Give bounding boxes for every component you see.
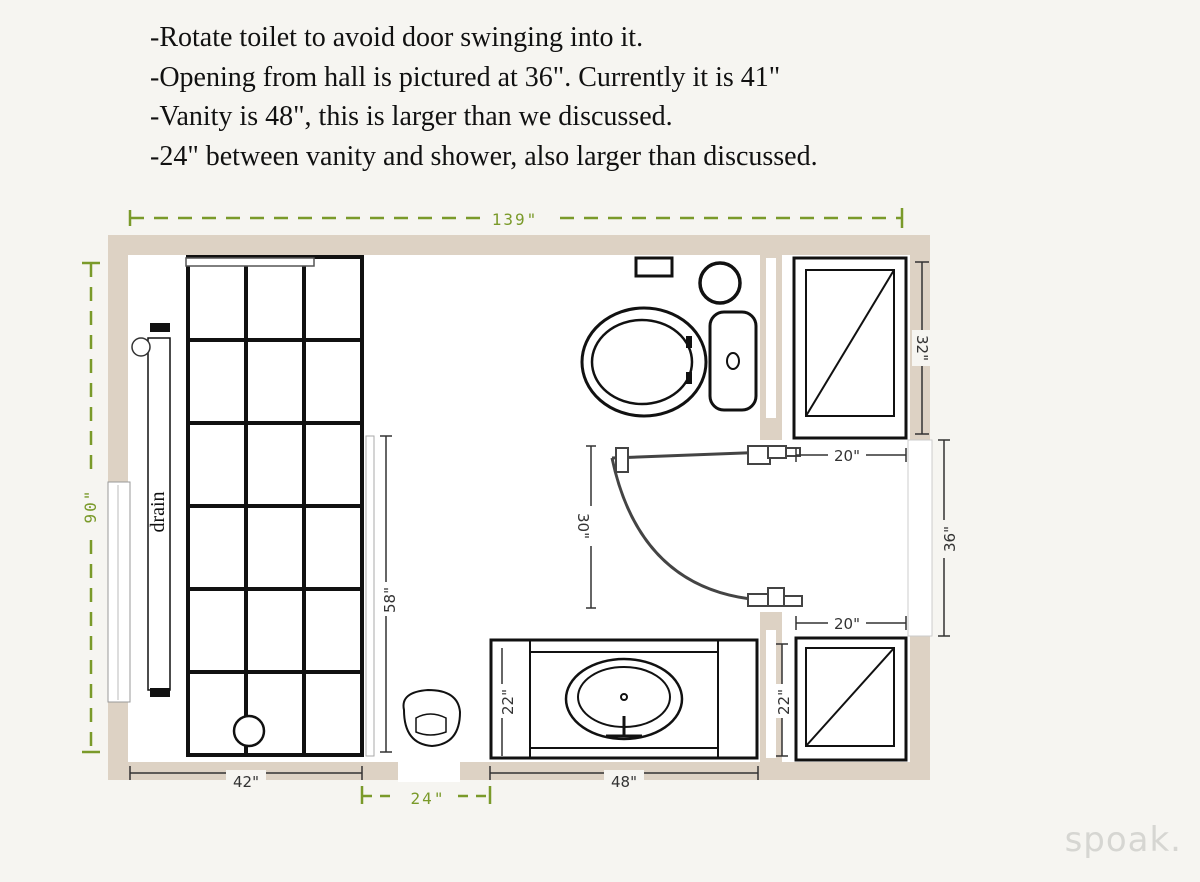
bottom-wall-gap (398, 760, 460, 782)
toilet-paper-holder (636, 258, 672, 276)
hall-opening (908, 440, 932, 636)
trash-bin (700, 263, 740, 303)
note-3: -Vanity is 48", this is larger than we discussed. (150, 101, 673, 132)
dim-vanity-width: 48" (611, 773, 637, 791)
closet-top (794, 258, 906, 438)
dim-overall-width: 139" (491, 210, 539, 229)
dim-overall-depth: 90" (81, 488, 100, 524)
dim-wall-top: 20" (834, 447, 860, 465)
note-2: -Opening from hall is pictured at 36". Currently it is 41" (150, 61, 781, 93)
towel-bar (186, 258, 314, 266)
note-1: -Rotate toilet to avoid door swinging into it. (150, 22, 644, 53)
dim-shower-glass: 58" (381, 587, 399, 613)
shower-drain (234, 716, 264, 746)
spoak-logo: spoak. (1064, 820, 1182, 860)
shower-glass (366, 436, 374, 756)
drain-label: drain (147, 491, 169, 533)
dim-vanity-depth: 22" (499, 689, 517, 715)
dim-door-swing: 30" (574, 513, 592, 539)
note-4: -24" between vanity and shower, also larger than discussed. (150, 140, 818, 172)
closet-bottom (796, 638, 906, 760)
dim-vanity-gap: 24" (410, 789, 446, 808)
dim-hall-opening: 36" (941, 526, 959, 552)
dim-wall-bottom: 20" (834, 615, 860, 633)
vanity (491, 640, 757, 758)
shower-valve (132, 338, 150, 356)
toilet (582, 308, 756, 416)
dim-closet-depth: 22" (775, 689, 793, 715)
dim-closet-top: 32" (913, 335, 931, 361)
dim-shower-width: 42" (233, 773, 259, 791)
window (108, 482, 130, 702)
